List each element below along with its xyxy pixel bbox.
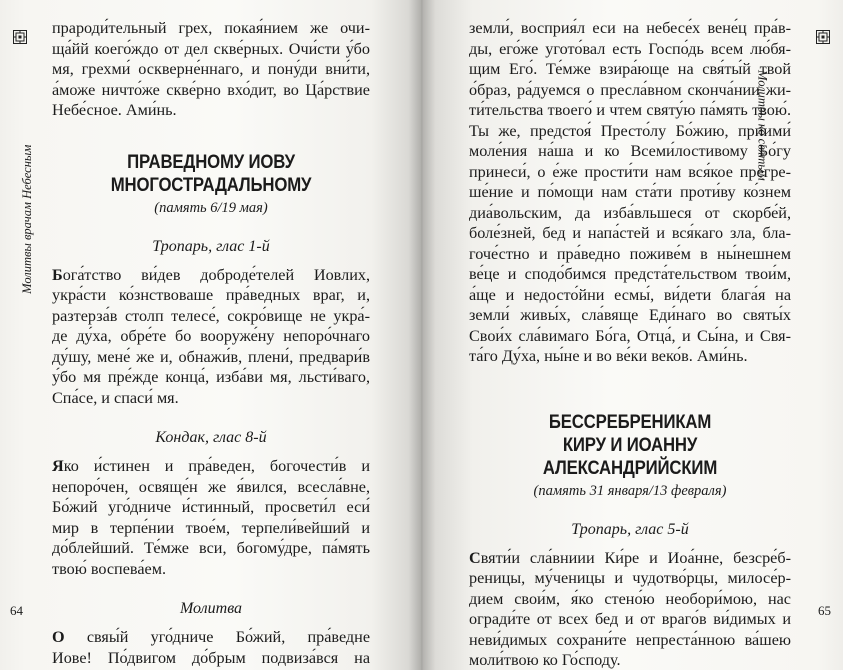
troparion-line [469,548,791,569]
page-number-left: 64 [10,603,23,618]
continuation-line: боле́зней, бед и напа́стей и вся́каго зла, бла- [469,224,791,242]
continuation-line: ве́це и сподо́бимся предста́тельством твои́м, [469,265,791,283]
continuation-line: та́го Ду́ха, ны́не и во ве́ки веко́в. Ами́нь. [469,347,748,365]
running-head-text: Молитвы ко святым [755,70,770,181]
running-head-left [10,70,34,590]
prayer-line [52,627,370,648]
continuation-line: гоче́стно и пра́ведно поживе́м в ны́нешнем [469,244,791,263]
prayer-line: Иове! По́двигом до́брым подвиза́вся на [52,648,370,667]
left-text-column [52,18,370,668]
section-memory: (память 6/19 мая) [154,199,268,216]
troparion-line: Спа́се, и спаси́ мя. [52,388,179,407]
section-title: МНОГОСТРАДАЛЬНОМУ [110,173,312,196]
troparion-line: огради́те от всех бед и от враго́в ви́димых и [469,610,791,628]
ornament-icon [13,30,27,44]
ornament-icon [816,30,830,44]
intro-line: Небе́сное. Ами́нь. [52,101,177,119]
continuation-line: щим Его́. Те́мже взира́юще на свя́ты́й твой [469,60,791,78]
section-title: КИРУ И ИОАННУ [562,433,698,456]
troparion-line: моли́твою ко Го́споду. [469,651,621,669]
troparion-line: неви́димых сохрани́те непреста́нною ва́шею [469,630,791,649]
continuation-line: а́ще и недосто́йни есмы́, ви́дети блага́я на [469,285,791,304]
kontakion-text: ко и́стинен и пра́веден, богочести́в и [63,457,370,475]
troparion-line [52,265,370,286]
intro-line: мя, грехми́ оскверне́ннаго, и пону́ди вни́ти, [52,60,370,78]
troparion-line: де ду́ха, обре́те бо вооруже́ну непоро́чнаго [52,327,370,345]
continuation-line: моле́ния на́ша и ко Всеми́лостивому Бо́гу [469,142,791,160]
troparion-heading: Тропарь, глас 5-й [571,520,689,538]
right-text-column [469,18,791,670]
running-head-text: Молитвы врачам Небесным [20,144,34,294]
section-title: АЛЕКСАНДРИЙСКИМ [542,456,718,479]
running-head-right [755,70,833,590]
section-title: ПРАВЕДНОМУ ИОВУ [127,150,295,173]
continuation-line: ше́ние и по́мощи нам ста́ти проти́ву ко́знем [469,183,791,201]
continuation-line: ды, его́же угото́вал есть Госпо́дь всем лю́бя- [469,39,791,58]
kontakion-line [52,456,370,477]
troparion-heading: Тропарь, глас 1-й [152,237,270,255]
continuation-line: Ты же, предстоя́ Престо́лу Бо́жию, приими́ [469,121,791,140]
dropcap: Б [52,265,63,284]
continuation-line: принеси́, о е́же прости́ти нам вся́кое прегре- [469,162,791,181]
troparion-text: ога́тство ви́дев доброде́телей Иовлих, [62,265,370,284]
kontakion-line: мир в терпе́нии твое́м, терпели́вейший и [52,518,370,537]
section-title: БЕССРЕБРЕНИКАМ [548,410,712,433]
intro-line: прароди́тельный грех, покая́нием же очи- [52,19,370,37]
continuation-line: о́браз, ра́дуемся о пресла́вном сконча́нии жи- [469,80,791,99]
troparion-text: вяти́и сла́вниии Ки́ре и Иоа́нне, безсре́б- [480,548,791,567]
section-memory: (память 31 января/13 февраля) [533,482,727,499]
troparion-line: у́бо мя пре́жде конца́, изба́ви мя, льсти́ваго, [52,368,370,386]
prayer-text: свяы́й уго́дниче Бо́жий, пра́ведне [64,628,370,646]
intro-line: ща́йй коего́ждо от дел скве́рных. Очи́сти у́бо [52,39,370,58]
troparion-line: ду́шу, мене́ же и, обнажи́в, плени́, предвари́в [52,347,370,366]
dropcap: С [469,548,481,567]
continuation-line: земли́ живы́х, сла́вяще Еди́наго во святы́х [469,306,791,324]
kontakion-line: до́блейший. Те́мже вси, богому́дре, па́мять [52,539,370,557]
continuation-line: диа́вольским, да изба́вльшеся от скорбе́й, [469,203,791,222]
page-number-right: 65 [818,603,831,618]
troparion-line: укра́сти ко́знствоваше пра́ведных враг, и, [52,286,370,304]
right-page [422,0,843,670]
troparion-line: разтерза́в столп телесе́, сокро́вище не укра́- [52,306,370,325]
kontakion-line: твою́ воспева́ем. [52,559,166,578]
continuation-line: ти́тельства твоего́ и чтем святу́ю па́мять твою́. [469,101,791,119]
troparion-line: дием свои́м, я́ко стено́ю необори́мою, нас [469,589,791,608]
troparion-line: реницы, му́ченицы и чудотво́рцы, милосе́р- [469,569,791,587]
prayer-heading: Молитва [179,600,243,617]
dropcap: Я [52,457,64,475]
kontakion-line: Бо́жий уго́дниче и́стинный, просвети́л еси́ [52,498,370,516]
continuation-line: Свои́х сла́вимаго Бо́га, Отца́, и Сы́на, и Свя- [469,326,791,345]
intro-line: а́може ничто́же скве́рно вхо́дит, во Ца́рствие [52,80,370,99]
kontakion-heading: Кондак, глас 8-й [155,429,267,446]
continuation-line: земли́, восприя́л еси на небесе́х вене́ц пра́в- [469,19,791,37]
dropcap: О [52,628,65,646]
kontakion-line: непоро́чен, освяще́н же я́вился, всесла́вне, [52,477,370,496]
